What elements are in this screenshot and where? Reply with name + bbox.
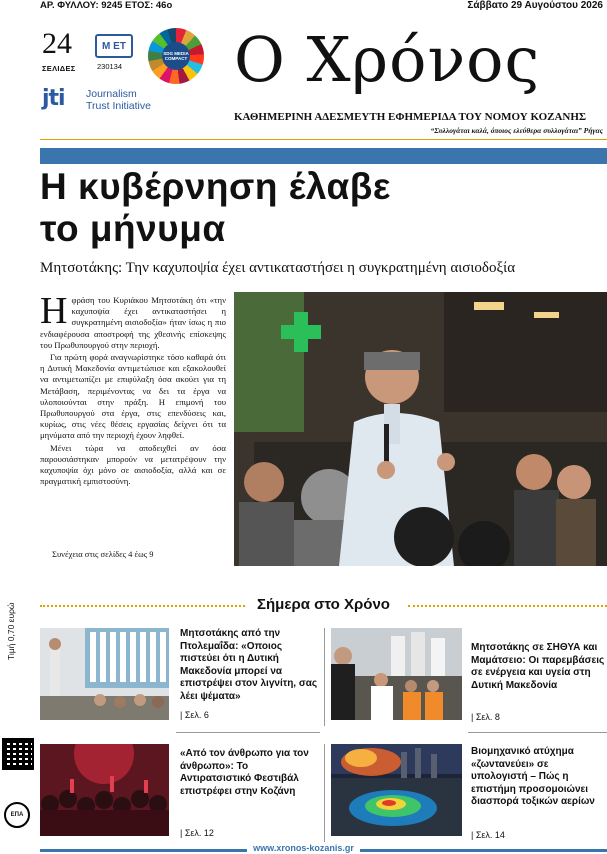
article-paragraph-3: Μένει τώρα να αποδειχθεί αν όσα παρουσιάστηκαν μπορούν να μετατρέψουν την καχυποψία όχι μόνο σε αισιοδοξία, αλλά και σε πραγματική εμπιστοσύνη.: [40, 442, 226, 487]
article-continued-note: Συνέχεια στις σελίδες 4 έως 9: [52, 549, 154, 559]
sdg-media-compact-text: SDG MEDIA COMPACT: [162, 42, 190, 70]
story-card-4[interactable]: [331, 744, 607, 842]
story-thumbnail: [40, 628, 169, 720]
section-title-bar: [40, 596, 607, 614]
story-card-3[interactable]: [40, 744, 320, 842]
jti-name: [86, 88, 151, 112]
masthead-tagline: ΚΑΘΗΜΕΡΙΝΗ ΑΔΕΣΜΕΥΤΗ ΕΦΗΜΕΡΙΔΑ ΤΟΥ ΝΟΜΟΥ ΚΟΖΑΝΗΣ: [234, 111, 587, 123]
story-card-1[interactable]: [40, 628, 320, 728]
story-title[interactable]: Μητσοτάκης από την Πτολεμαΐδα: «Οποιος πιστεύει ότι η Δυτική Μακεδονία μπορεί να επιστρέψει στον λιγνίτη, σας λέει ψέματα»: [180, 628, 318, 702]
footer-website[interactable]: [0, 843, 607, 853]
qr-code[interactable]: [2, 738, 34, 770]
main-headline: [40, 166, 600, 250]
story-column-divider-bottom: [324, 744, 325, 842]
story-title[interactable]: Βιομηχανικό ατύχημα «ζωντανεύει» σε υπολογιστή – Πώς η επιστήμη προσομοιώνει διασπορά τοξικών αερίων: [471, 746, 595, 807]
section-title: Σήμερα στο Χρόνο: [257, 596, 390, 613]
article-paragraph-1: φράση του Κυριάκου Μητσοτάκη ότι «την καχυποψία έχει αντικαταστήσει η συγκρατημένη αισιοδοξία» ήταν ίσως η πιο ενδιαφέρουσα αποστροφή της χθεσινής επίσκεψης του Πρωθυπουργού στην περιοχή.: [40, 295, 226, 350]
lead-photo: [234, 292, 607, 566]
story-row-divider-right: [468, 732, 607, 733]
lead-photo-illustration: [234, 292, 607, 566]
top-info-line: [0, 0, 607, 14]
pages-label: ΣΕΛΙΔΕΣ: [42, 64, 76, 73]
story-row-divider-left: [176, 732, 320, 733]
lead-article-body: [40, 290, 226, 488]
issue-date: Σάββατο 29 Αυγούστου 2026: [467, 0, 603, 11]
story-page-ref: | Σελ. 6: [180, 710, 209, 720]
article-paragraph-2: Για πρώτη φορά αναγνωρίστηκε τόσο καθαρά ότι η Δυτική Μακεδονία αντιμετώπισε και εξακολουθεί να αντιμετωπίζει με επιφύλαξη όσα ακούει για τη Μετάβαση, περιμένοντας να δει τα έργα να υλοποιούνται στην πράξη. Η επιμονή του Πρωθυπουργού στα έργα, στις επενδύσεις και, κυρίως, στις νέες θέσεις εργασίας δείχνει ότι τα μηνύματα από την περιοχή έχουν ληφθεί.: [40, 352, 226, 441]
story-title[interactable]: «Από τον άνθρωπο για τον άνθρωπο»: Το Αντιρατσιστικό Φεστιβάλ επιστρέφει στην Κοζάνη: [180, 748, 309, 797]
header-divider: [40, 139, 607, 140]
sdg-media-compact-logo: [148, 28, 204, 84]
jti-name-line2: Trust Initiative: [86, 100, 151, 112]
story-thumbnail: [331, 744, 462, 836]
epa-logo: [4, 788, 30, 828]
masthead-quote: “Συλλογάται καλά, όποιος ελεύθερα συλλογάται” Ρήγας: [430, 126, 603, 135]
main-subheadline: Μητσοτάκης: Την καχυποψία έχει αντικαταστήσει η συγκρατημένη αισιοδοξία: [40, 260, 516, 276]
issue-number: ΑΡ. ΦΥΛΛΟΥ: 9245 ΕΤΟΣ: 46ο: [40, 0, 173, 11]
story-page-ref: | Σελ. 14: [471, 830, 505, 840]
story-thumbnail: [331, 628, 462, 720]
pages-count: 24: [42, 27, 72, 60]
article-dropcap: Η: [40, 290, 68, 332]
story-card-2[interactable]: [331, 628, 607, 728]
epa-label: ΕΠΑ: [4, 802, 30, 828]
met-registry-code: 230134: [97, 62, 123, 71]
main-headline-line2: το μήνυμα: [40, 208, 226, 249]
story-title[interactable]: Μητσοτάκης σε ΣΗΘΥΑ και Μαμάτσειο: Οι παρεμβάσεις σε ενέργεια και υγεία στη Δυτική Μακεδονία: [471, 642, 605, 691]
story-thumbnail: [40, 744, 169, 836]
story-column-divider: [324, 628, 325, 726]
jti-name-line1: Journalism: [86, 88, 137, 100]
article-paragraph: [40, 290, 226, 351]
cover-price: Τιμή 0,70 ευρώ: [6, 602, 16, 660]
main-headline-line1: Η κυβέρνηση έλαβε: [40, 166, 391, 207]
met-registry-logo: Μ ΕΤ: [95, 34, 133, 58]
footer-website-link[interactable]: www.xronos-kozanis.gr: [247, 843, 360, 853]
jti-logo: jti: [42, 86, 65, 111]
header-blue-bar: [40, 148, 607, 164]
story-page-ref: | Σελ. 12: [180, 828, 214, 838]
newspaper-masthead: Ο Χρόνος: [234, 23, 541, 96]
story-page-ref: | Σελ. 8: [471, 712, 500, 722]
